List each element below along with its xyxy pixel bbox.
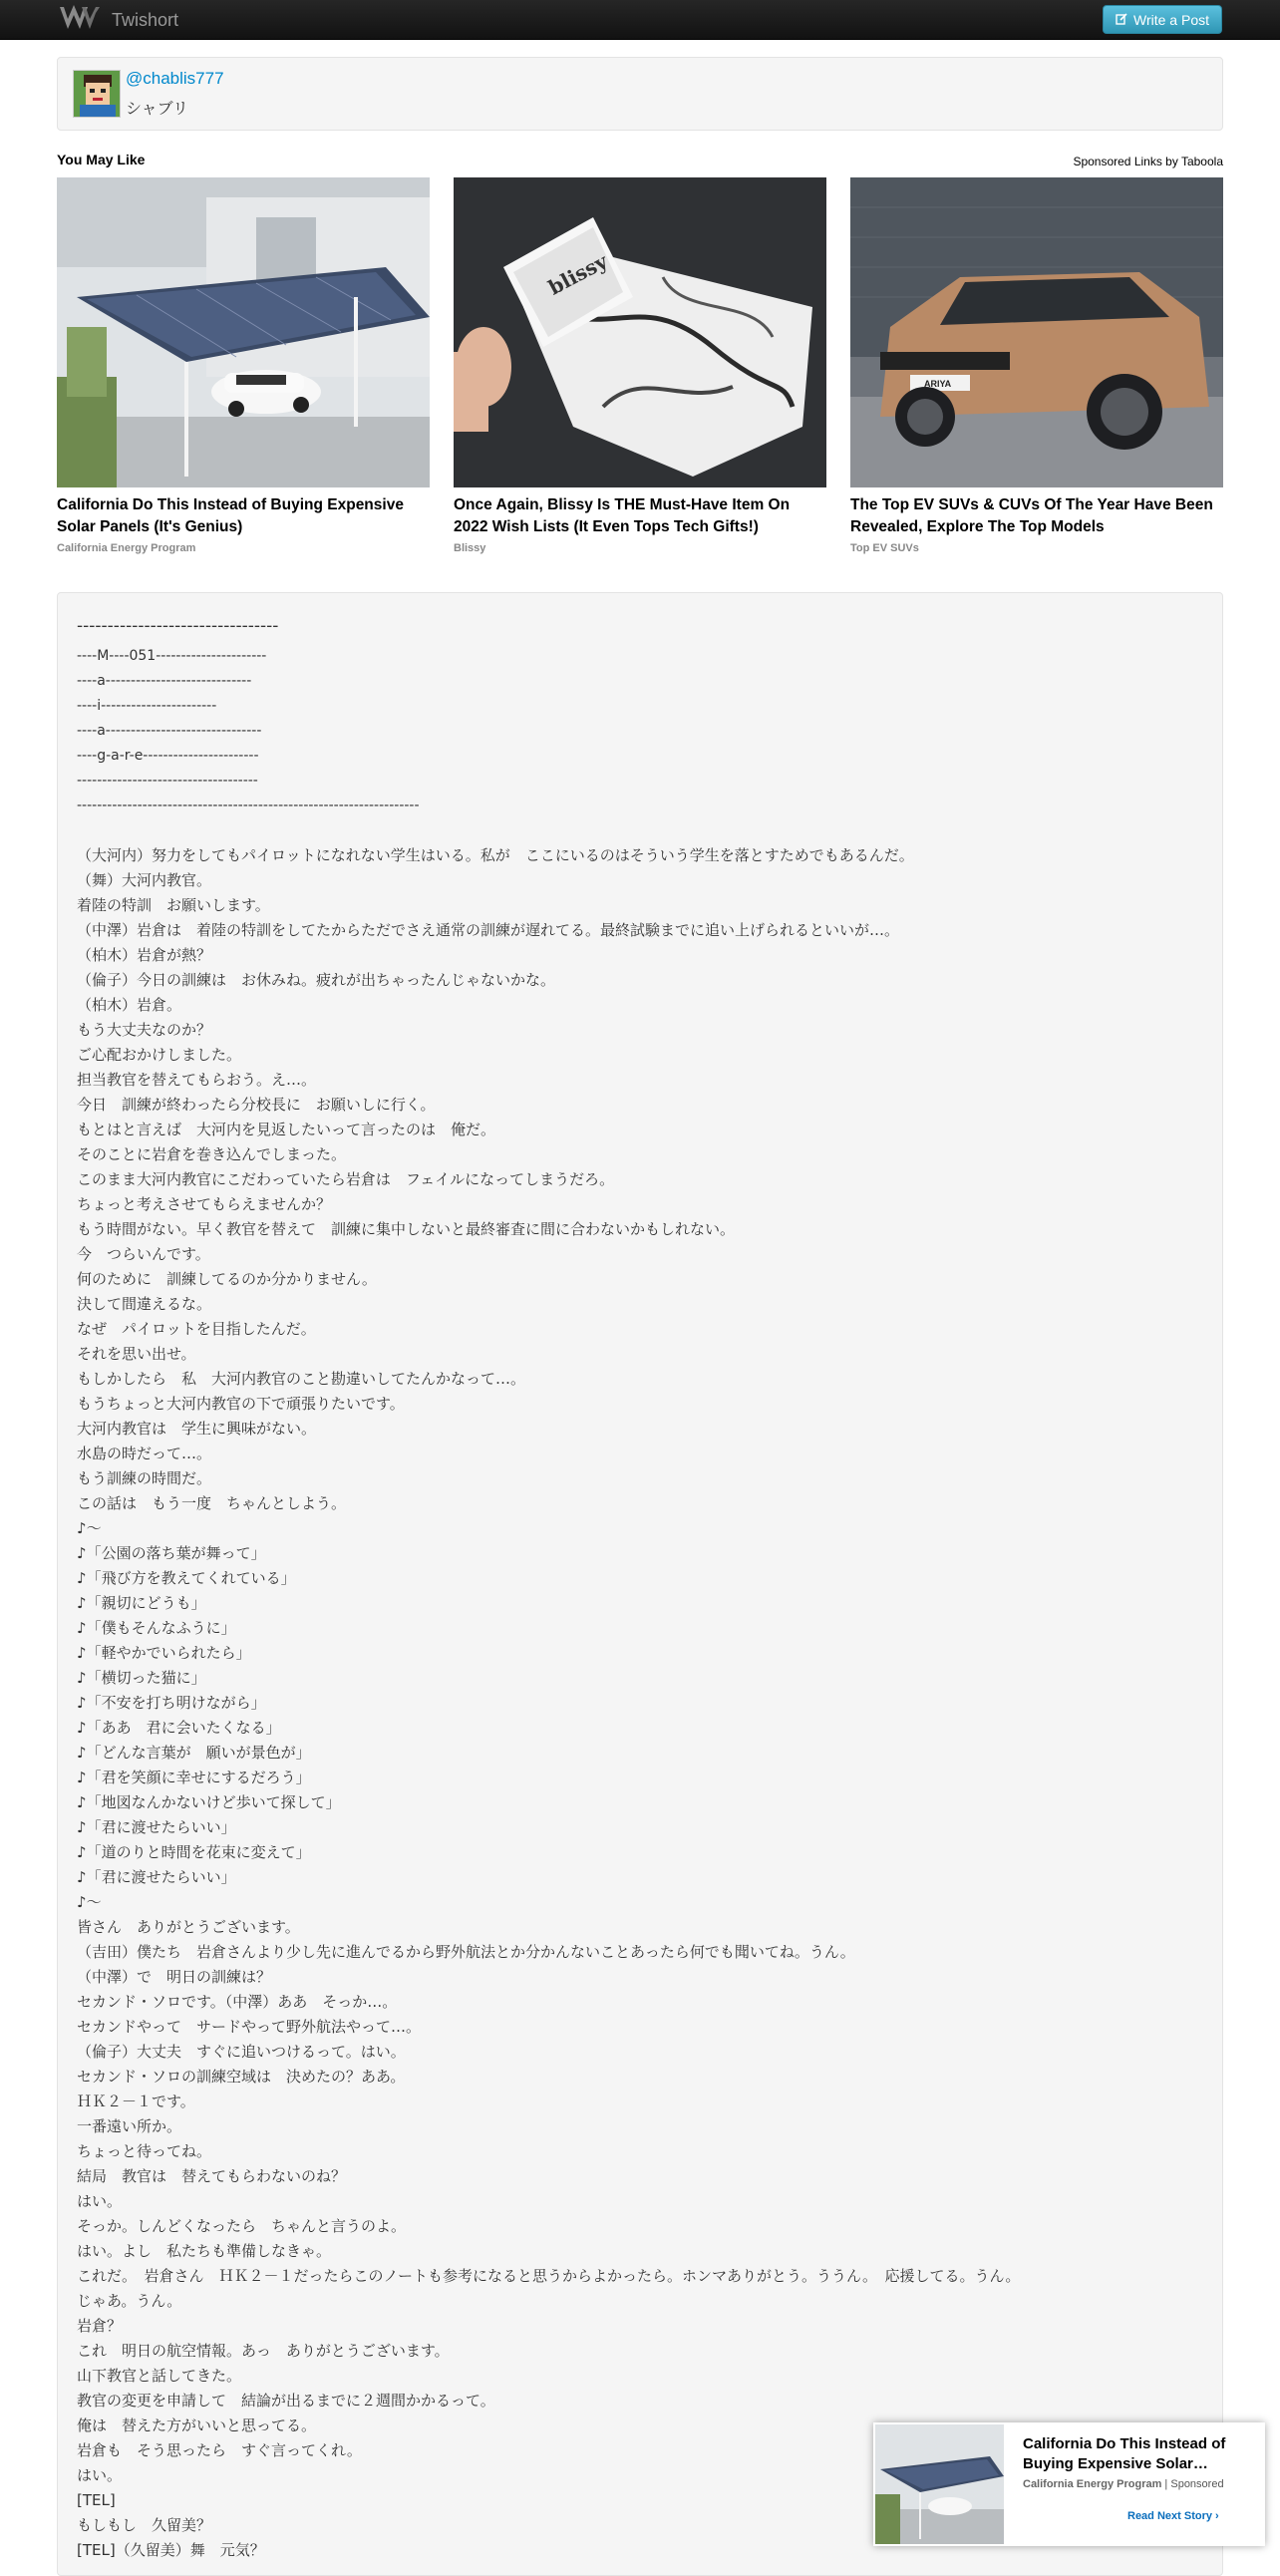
text-line: 皆さん ありがとうございます。 (77, 1918, 300, 1936)
text-line: 大河内教官は 学生に興味がない。 (77, 1420, 317, 1438)
text-line: ----M----051---------------------- (77, 648, 267, 664)
text-line: ＨＫ２－１です。 (77, 2093, 195, 2110)
text-line: 今日 訓練が終わったら分校長に お願いしに行く。 (77, 1096, 436, 1114)
text-line: もしもし 久留美？ (77, 2516, 212, 2534)
post-body-text (77, 611, 1203, 2563)
text-line: それを思い出せ。 (77, 1345, 196, 1363)
text-line: はい。よし 私たちも準備しなきゃ。 (77, 2242, 332, 2260)
text-line: ♪～ (77, 1519, 102, 1537)
text-line: （吉田）僕たち 岩倉さんより少し先に進んでるから野外航法とか分かんないことあったら何でも聞いてね。うん。 (77, 1943, 855, 1961)
text-line: ----i----------------------- (77, 698, 217, 714)
text-line: ♪「不安を打ち明けながら」 (77, 1694, 266, 1712)
solar-carport-thumbnail[interactable] (875, 2424, 1004, 2544)
text-line: 岩倉も そう思ったら すぐ言ってくれ。 (77, 2441, 362, 2459)
text-line: ----g-a-r-e----------------------- (77, 748, 259, 764)
text-line: ♪「地図なんかないけど歩いて探して」 (77, 1793, 341, 1811)
text-line: この話は もう一度 ちゃんとしよう。 (77, 1494, 347, 1512)
text-line: 今 つらいんです。 (77, 1245, 210, 1263)
text-line: ----a----------------------------- (77, 673, 252, 689)
text-line: ♪「君に渡せたらいい」 (77, 1818, 236, 1836)
text-line: ♪「公園の落ち葉が舞って」 (77, 1544, 266, 1562)
text-line: ♪「どんな言葉が 願いが景色が」 (77, 1744, 311, 1762)
text-line: はい。 (77, 2192, 123, 2210)
text-line: 山下教官と話してきた。 (77, 2367, 242, 2385)
write-post-label: Write a Post (1133, 11, 1209, 28)
recommend-heading: You May Like (57, 152, 146, 167)
text-line: （倫子）大丈夫 すぐに追いつけるって。はい。 (77, 2043, 406, 2061)
text-line: 結局 教官は 替えてもらわないのね？ (77, 2167, 347, 2185)
text-line: もう時間がない。早く教官を替えて 訓練に集中しないと最終審査に間に合わないかもしれない。 (77, 1220, 736, 1238)
avatar[interactable] (73, 70, 121, 118)
text-line: ♪「道のりと時間を花束に変えて」 (77, 1843, 311, 1861)
text-line: 何のために 訓練してるのか分かりません。 (77, 1270, 377, 1288)
text-line: 一番遠い所か。 (77, 2117, 182, 2135)
post-title: シャブリ (126, 99, 189, 118)
card-source: Top EV SUVs (850, 542, 919, 554)
text-line: これ 明日の航空情報。あっ ありがとうございます。 (77, 2342, 450, 2360)
popup-title[interactable]: California Do This Instead of Buying Expensive Solar… (1023, 2435, 1226, 2472)
svg-text:ARIYA: ARIYA (924, 379, 952, 389)
text-line: （大河内）努力をしてもパイロットになれない学生はいる。私が ここにいるのはそういう学生を落とすためでもあるんだ。 (77, 846, 914, 864)
text-line: ♪「僕もそんなふうに」 (77, 1619, 236, 1637)
text-line: もしかしたら 私 大河内教官のこと勘違いしてたんかなって…。 (77, 1370, 526, 1388)
text-line: 担当教官を替えてもらおう。え…。 (77, 1071, 317, 1089)
text-line: なぜ パイロットを目指したんだ。 (77, 1320, 316, 1338)
recommend-card[interactable] (850, 177, 1223, 554)
card-title[interactable]: California Do This Instead of Buying Expensive Solar Panels (It's Genius) (57, 496, 404, 535)
text-line: （柏木）岩倉が熱？ (77, 946, 212, 964)
text-line: ♪「親切にどうも」 (77, 1594, 206, 1612)
text-line: このまま大河内教官にこだわっていたら岩倉は フェイルになってしまうだろ。 (77, 1170, 615, 1188)
svg-text:blissy: blissy (544, 248, 612, 300)
sponsored-links-label[interactable]: Sponsored Links by Taboola (1073, 155, 1223, 168)
text-line: 着陸の特訓 お願いします。 (77, 896, 270, 914)
text-line: ♪「軽やかでいられたら」 (77, 1644, 251, 1662)
text-line: じゃあ。うん。 (77, 2292, 182, 2310)
text-line: もう大丈夫なのか？ (77, 1021, 212, 1039)
text-line: ♪「横切った猫に」 (77, 1669, 206, 1687)
text-line: （舞）大河内教官。 (77, 871, 212, 889)
text-line: セカンド・ソロです。（中澤）ああ そっか…。 (77, 1993, 398, 2011)
recommend-card[interactable] (454, 177, 826, 554)
card-source: Blissy (454, 542, 486, 554)
text-line: ♪「飛び方を教えてくれている」 (77, 1569, 296, 1587)
popup-source: California Energy Program | Sponsored (1023, 2478, 1224, 2490)
edit-icon (1116, 12, 1127, 28)
twishort-logo-icon (58, 5, 102, 35)
blissy-pillowcase-image[interactable] (454, 177, 826, 487)
text-line: ----a------------------------------- (77, 723, 262, 739)
brand-link[interactable] (58, 5, 178, 35)
post-content (57, 592, 1223, 2576)
text-line: 教官の変更を申請して 結論が出るまでに２週間かかるって。 (77, 2392, 495, 2410)
recommend-card[interactable] (57, 177, 430, 554)
read-next-story-link[interactable]: Read Next Story › (1127, 2510, 1219, 2522)
card-source: California Energy Program (57, 542, 196, 554)
text-line: ♪～ (77, 1893, 102, 1911)
text-line: もう訓練の時間だ。 (77, 1469, 212, 1487)
text-line: 岩倉？ (77, 2317, 123, 2335)
card-title[interactable]: Once Again, Blissy Is THE Must-Have Item On 2022 Wish Lists (It Even Tops Tech Gifts!) (454, 496, 791, 535)
text-line: 決して間違えるな。 (77, 1295, 212, 1313)
post-header (57, 57, 1223, 131)
text-line: 俺は 替えた方がいいと思ってる。 (77, 2416, 317, 2434)
text-line: もうちょっと大河内教官の下で頑張りたいです。 (77, 1395, 405, 1413)
text-line: （中澤）で 明日の訓練は？ (77, 1968, 272, 1986)
text-line: （倫子）今日の訓練は お休みね。疲れが出ちゃったんじゃないかな。 (77, 971, 556, 989)
text-line: ちょっと待ってね。 (77, 2142, 212, 2160)
text-line: [TEL] (77, 2491, 116, 2509)
text-line: ♪「君を笑顔に幸せにするだろう」 (77, 1769, 311, 1786)
text-line: そっか。しんどくなったら ちゃんと言うのよ。 (77, 2217, 407, 2235)
text-line: セカンド・ソロの訓練空域は 決めたの？ああ。 (77, 2068, 406, 2086)
text-line: セカンドやって サードやって野外航法やって…。 (77, 2018, 422, 2036)
text-line: ♪「君に渡せたらいい」 (77, 1868, 236, 1886)
solar-carport-image[interactable] (57, 177, 430, 487)
card-title[interactable]: The Top EV SUVs & CUVs Of The Year Have Been Revealed, Explore The Top Models (850, 496, 1213, 535)
text-line: -------------------------------------------------------------------- (77, 798, 420, 813)
brand-name: Twishort (112, 9, 179, 30)
write-post-button[interactable] (1103, 5, 1222, 34)
text-line: そのことに岩倉を巻き込んでしまった。 (77, 1145, 347, 1163)
text-line: ------------------------------------ (77, 773, 258, 789)
text-line: --------------------------------- (77, 616, 279, 636)
top-navbar (0, 0, 1280, 40)
text-line: （柏木）岩倉。 (77, 996, 182, 1014)
text-line: 水島の時だって…。 (77, 1445, 212, 1462)
text-line: ご心配おかけしました。 (77, 1046, 242, 1064)
user-handle-link[interactable]: @chablis777 (126, 69, 224, 88)
chevron-right-icon: › (1215, 2510, 1219, 2522)
text-line: （中澤）岩倉は 着陸の特訓をしてたからただでさえ通常の訓練が遅れてる。最終試験までに追い上げられるといいが…。 (77, 921, 900, 939)
text-line (77, 818, 1203, 843)
text-line: [TEL]（久留美）舞 元気？ (77, 2541, 265, 2559)
next-story-popup[interactable] (873, 2422, 1265, 2546)
nissan-ariya-image[interactable] (850, 177, 1223, 487)
text-line: はい。 (77, 2466, 123, 2484)
text-line: ♪「ああ 君に会いたくなる」 (77, 1719, 281, 1737)
text-line: これだ。 岩倉さん ＨＫ２－１だったらこのノートも参考になると思うからよかったら。ホンマありがとう。ううん。 応援してる。うん。 (77, 2267, 1021, 2285)
text-line: もとはと言えば 大河内を見返したいって言ったのは 俺だ。 (77, 1121, 496, 1138)
text-line: ちょっと考えさせてもらえませんか？ (77, 1195, 332, 1213)
